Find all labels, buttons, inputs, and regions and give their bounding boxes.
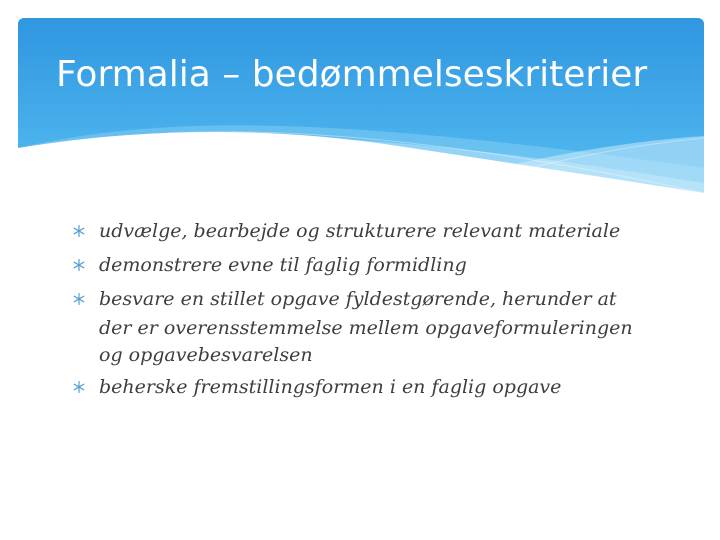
asterisk-icon bbox=[72, 292, 86, 306]
asterisk-icon bbox=[72, 258, 86, 272]
asterisk-icon bbox=[72, 380, 86, 394]
bullet-text: beherske fremstillingsformen i en faglig opgave bbox=[99, 376, 562, 398]
bullet-item bbox=[72, 284, 672, 369]
title-banner bbox=[18, 18, 704, 193]
bullet-item bbox=[72, 372, 672, 403]
bullet-text: demonstrere evne til faglig formidling bbox=[99, 254, 467, 276]
bullet-text-line-1: besvare en stillet opgave fyldestgørende, herunder at bbox=[99, 288, 617, 310]
asterisk-icon bbox=[72, 224, 86, 238]
bullet-text-line-2: der er overensstemmelse mellem opgaveformuleringen bbox=[99, 317, 633, 339]
bullet-item bbox=[72, 216, 672, 247]
bullet-text-line-3: og opgavebesvarelsen bbox=[99, 344, 313, 366]
banner-background bbox=[18, 18, 704, 193]
bullet-item bbox=[72, 250, 672, 281]
bullet-text: udvælge, bearbejde og strukturere relevant materiale bbox=[99, 220, 621, 242]
slide-title: Formalia – bedømmelseskriterier bbox=[56, 54, 648, 95]
bullet-list bbox=[72, 216, 672, 406]
